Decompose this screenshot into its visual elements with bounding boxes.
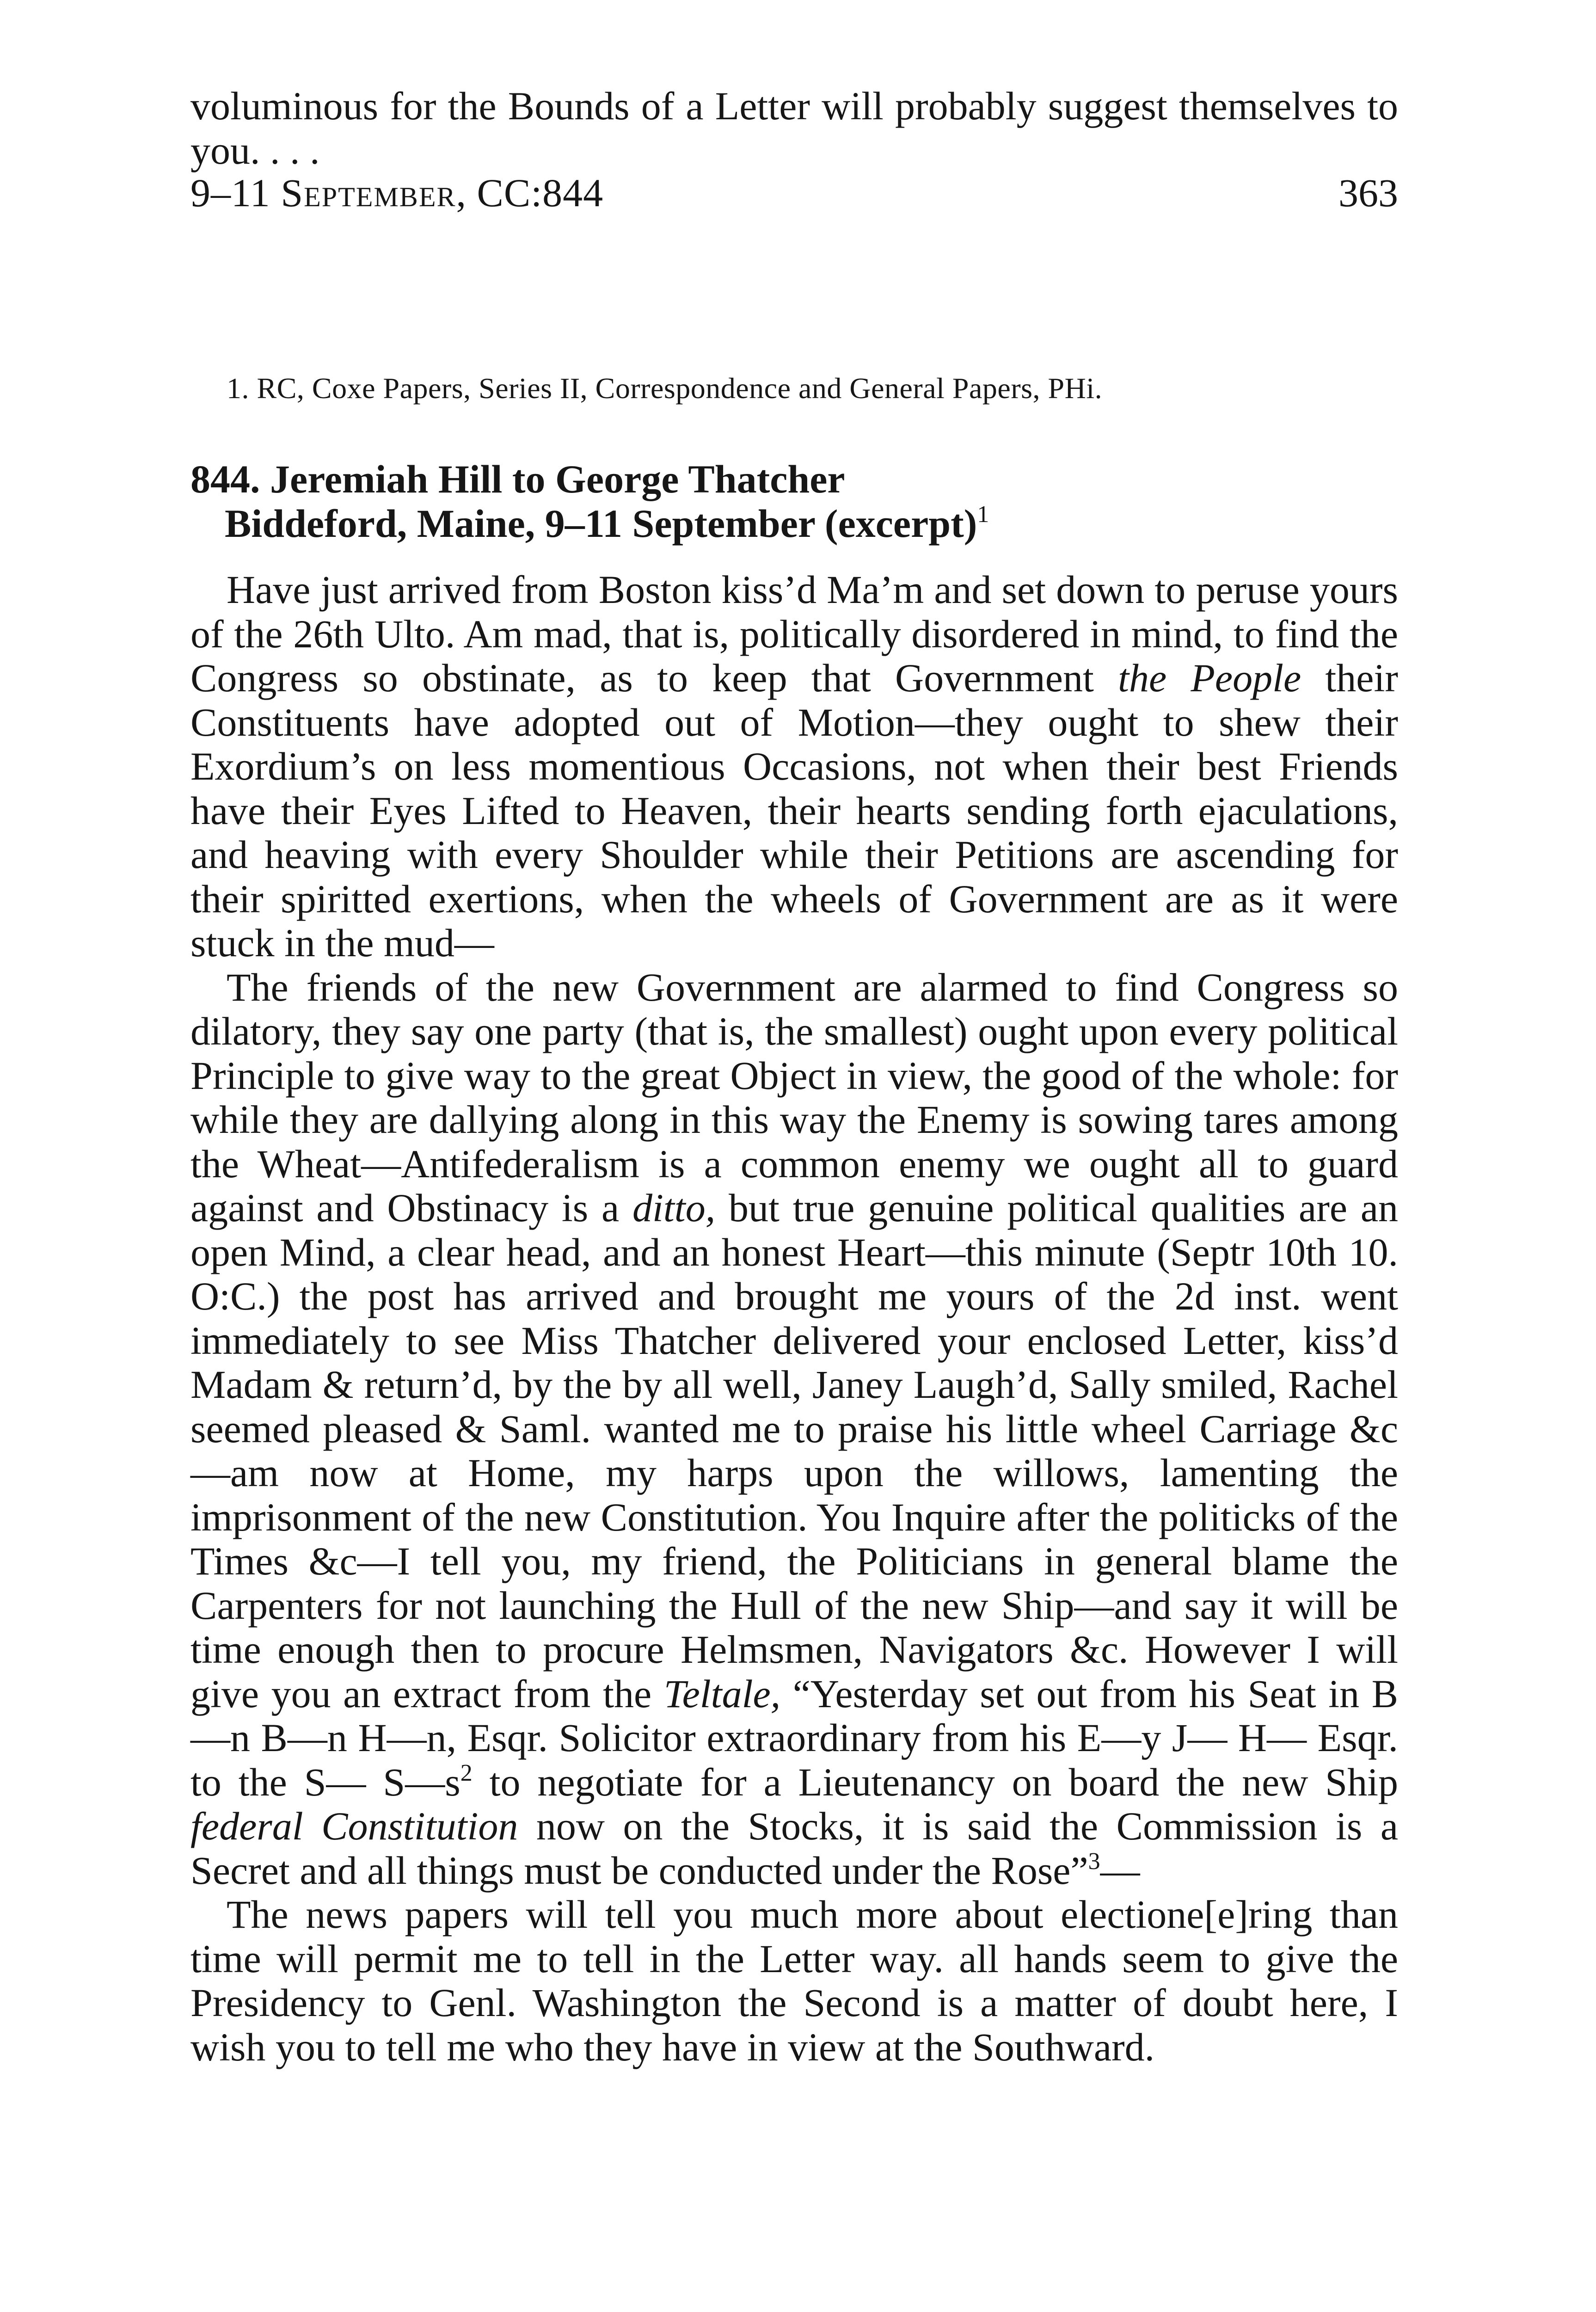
text-run: — [1100, 1848, 1140, 1893]
italic-text: federal Constitution [190, 1804, 518, 1848]
running-head [190, 167, 603, 218]
text-run: now on the Stocks, it is said the Commission is a Secret and all things must be conducted under the Rose” [190, 1804, 1398, 1893]
text-run: Have just arrived from Boston kiss’d Ma’m and set down to peruse yours of the 26th Ulto. Am mad, that is, politically disordered in mind, to find the Congress so obstinate, as to keep that Government [190, 567, 1398, 700]
running-head-prefix: 9–11 [190, 171, 281, 215]
italic-text: Teltale, [663, 1671, 781, 1716]
continued-paragraph: voluminous for the Bounds of a Letter will probably suggest themselves to you. . . . [190, 84, 1398, 172]
footnote-marker: 2 [460, 1759, 473, 1786]
footnote-marker: 3 [1088, 1848, 1100, 1875]
text-run: “Yesterday set out from his Seat in B—n B—n H—n, Esqr. Solicitor extraordinary from his E—y J— H— Esqr. to the S— S—s [190, 1671, 1398, 1804]
text-run: their Constituents have adopted out of Motion—they ought to shew their Exordium’s on less momentious Occasions, not when their best Friends have their Eyes Lifted to Heaven, their hearts sending forth ejaculations, and heaving with every Shoulder while their Petitions are ascending for their spiritted exertions, when the wheels of Government are as it were stuck in the mud— [190, 656, 1398, 965]
text-run: The friends of the new Government are alarmed to find Congress so dilatory, they say one party (that is, the smallest) ought upon every political Principle to give way to the great Object in view, the good of the whole: for while they are dallying along in this way the Enemy is sowing tares among the Wheat—Antifederalism is a common enemy we ought all to guard against and Obstinacy is a [190, 965, 1398, 1230]
document-heading [190, 457, 1398, 546]
body-paragraph: The news papers will tell you much more about electione[e]ring than time will permit me to tell in the Letter way. all hands seem to give the Presidency to Genl. Washington the Second is a matter of doubt here, I wish you to tell me who they have in view at the Southward. [190, 1892, 1398, 2069]
italic-text: the People [1118, 656, 1301, 700]
letter-body [190, 568, 1398, 2069]
document-place-date [190, 501, 1398, 546]
running-head-month: September [281, 171, 456, 215]
body-paragraph [190, 965, 1398, 1893]
body-paragraph [190, 568, 1398, 965]
document-title: 844. Jeremiah Hill to George Thatcher [190, 457, 845, 501]
running-head-suffix: , CC:844 [456, 171, 604, 215]
place-date-text: Biddeford, Maine, 9–11 September (excerpt) [225, 501, 977, 546]
continued-text [190, 84, 1398, 172]
footnote-marker: 1 [977, 501, 989, 528]
page-header [190, 167, 1398, 218]
page-number: 363 [1338, 171, 1398, 215]
text-run: to negotiate for a Lieutenancy on board the new Ship [472, 1759, 1398, 1804]
footnote: 1. RC, Coxe Papers, Series II, Correspondence and General Papers, PHi. [227, 372, 1103, 405]
text-run: but true genuine political qualities are an open Mind, a clear head, and an honest Heart—this minute (Septr 10th 10. O:C.) the post has arrived and brought me yours of the 2d inst. went immediately to see Miss Thatcher delivered your enclosed Letter, kiss’d Madam & return’d, by the by all well, Janey Laugh’d, Sally smiled, Rachel seemed pleased & Saml. wanted me to praise his little wheel Carriage &c—am now at Home, my harps upon the willows, lamenting the imprisonment of the new Constitution. You Inquire after the politicks of the Times &c—I tell you, my friend, the Politicians in general blame the Carpenters for not launching the Hull of the new Ship—and say it will be time enough then to procure Helmsmen, Navigators &c. However I will give you an extract from the [190, 1186, 1398, 1716]
italic-text: ditto, [632, 1186, 716, 1230]
